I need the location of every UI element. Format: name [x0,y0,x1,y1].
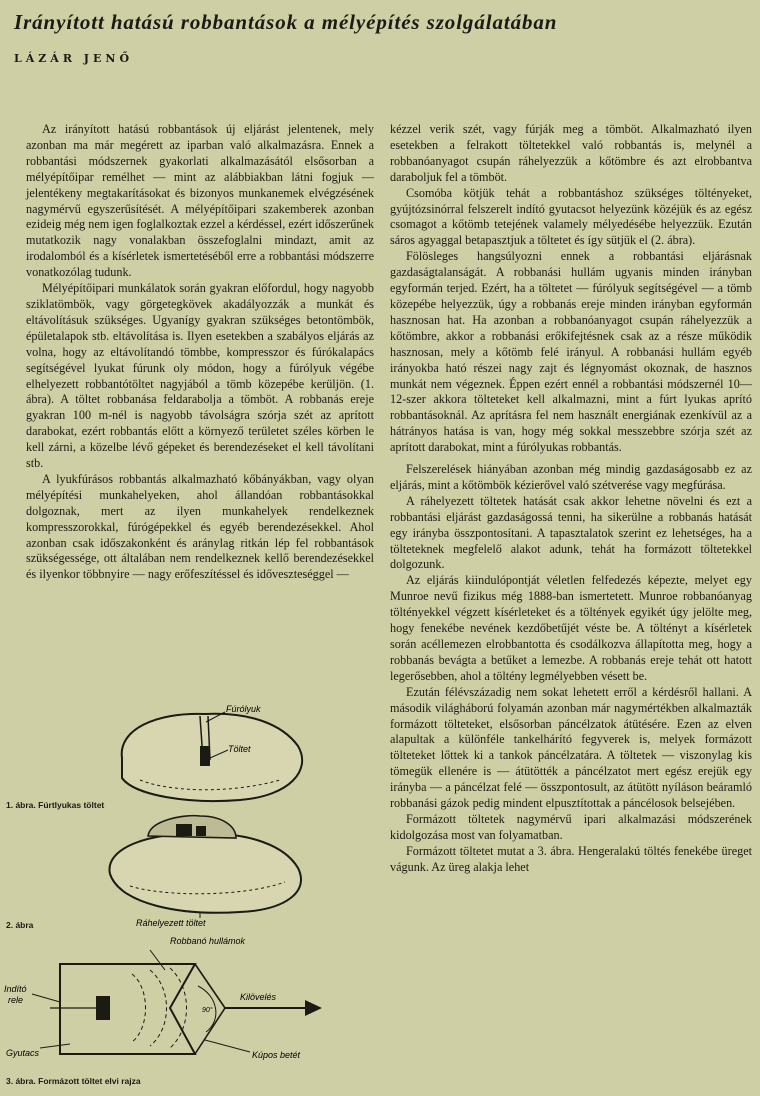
figure-3-drawing [0,936,380,1086]
figure-1-drawing [0,700,380,810]
label-gyutacs: Gyutacs [6,1048,40,1058]
left-column [26,122,374,583]
label-robbano-hullamok-text: Robbanó hullámok [170,936,246,946]
label-furolyuk: Fúrólyuk [226,704,261,714]
figure-1 [0,700,380,810]
paragraph: A ráhelyezett töltetek hatását csak akkor lehetne növelni és ezt a robbantási eljárást gazdaságossá tenni, ha sikerülne a robbanás hatását egy irányba összpontosítani. A tapasztalatok szerint ez lehetséges, ha a tölteteknek megfelelő alakot adunk, tehát ha formázott töltetekkel dolgozunk. [390,493,752,572]
author-name: LÁZÁR JENŐ [14,52,134,65]
paragraph: A lyukfúrásos robbantás alkalmazható kőbányákban, vagy olyan mélyépítési munkahelyeken, ahol állandóan robbantásokkal dolgoznak, mert az ilyen munkahelyek rendelkeznek kompresszorokkal, fúrógépekkel és egyéb berendezésekkel. Ahol azonban csak időszakonként és aránylag ritkán lép fel robbantások szükségessége, ott általában nem rendelkeznek kellő berendezésekkel és ilyenkor többnyire — nagy erőfeszítéssel és időveszteséggel — [26,471,374,582]
figure-3 [0,936,380,1086]
figure-2 [0,812,380,936]
right-column [390,122,752,876]
paragraph: Ezután félévszázadig nem sokat lehetett erről a kérdésről hallani. A második világháború folyamán azonban már nagymértékben alkalmazták formázott tölteteket, elsősorban páncélzatok átütésére. Ezen az elven alapultak a különféle tankelhárító fegyverek is, melyek formázott tölteteket lőttek ki a tankok páncélzatára. A töltetek — viszonylag kis tömegük ellenére is — átütötték a páncélzatot mert egész erejük egy irányba — a páncélzat felé — összpontosult, az átütött nyíláson beáramló robbanási gázok pedig mindent elpusztítottak a páncélosok belsejében. [390,684,752,811]
figure-2-drawing [0,812,380,936]
paragraph: kézzel verik szét, vagy fúrják meg a tömböt. Alkalmazható ilyen esetekben a felrakott töltetekkel való robbantás is, melynél a robbanóanyagot csupán ráhelyezzük a kőtömbre és azt elrobbantva daraboljuk fel a tömböt. [390,122,752,184]
paragraph: Mélyépítőipari munkálatok során gyakran előfordul, hogy nagyobb sziklatömbök, vagy görgetegkövek akadályozzák a munkát és eltávolításuk szükséges. Ugyanígy gyakran szükséges betontömbök, épületalapok stb. eltávolítása is. Ilyen esetekben a szabályos eljárás az volna, hogy az eltávolítandó tömbbe, kompresszor és fúrókalapács segítségével lyukat fúrunk oly módon, hogy a fúrólyuk végébe elhelyezett robbantótöltet nagyjából a tömb közepébe kerüljön. (1. ábra). A töltet robbanása feldarabolja a tömböt. A robbanás ereje gyakran 100 m-nél is nagyobb távolságra szórja szét az aprított darabokat, ezért robbantás előtt a környező területet széles körben le kell zárni, a közelbe lévő gépeket és berendezéseket el kell távolítani stb. [26,281,374,471]
paragraph: Az irányított hatású robbantások új eljárást jelentenek, mely azonban ma már megérett az iparban való alkalmazásra. Ennek a robbantási módszernek gyakorlati alkalmazásától elsősorban a mélyépítőipar remélhet — mint az alábbiakban látni fogjuk — jelentékeny megtakarításokat és bizonyos munkanemek elvégzésének nagymérvű egyszerűsítését. A mélyépítőipari szakemberek azonban ezideig még nem igen foglalkoztak ezzel a kérdéssel, ezért időszerűnek mutatkozik nagy vonalakban összefoglalni mindazt, amit az irodalomból és a kísérletek ismertetéséből erre a robbantási módszerre vonatkozólag tudunk. [26,122,374,280]
paragraph: Felszerelések hiányában azonban még mindig gazdaságosabb ez az eljárás, mint a kőtömbök kézierővel való szétverése vagy megfúrása. [390,462,752,492]
paragraph: Csomóba kötjük tehát a robbantáshoz szükséges töltényeket, gyújtózsinórral felszerelt indító gyutacsot helyezünk közéjük és az egész csomagot a kőtömb tetejének valamely mélyedésébe helyezzük. Ezután sáros agyaggal betapasztjuk a töltetet és így sütjük el (2. ábra). [390,185,752,248]
label-kilovelles: Kilövelés [240,992,277,1002]
paragraph: Fölösleges hangsúlyozni ennek a robbantási eljárásnak gazdaságtalanságát. A robbanási hullám ugyanis minden irányban egyformán terjed. Ezért, ha a töltetet — fúrólyuk segítségével — a tömb közepébe helyezzük, úgy a robbanás ereje minden irányban egyformán hasznosan hat. Ha azonban a robbanóanyagot csupán ráhelyezzük a kőtömbre, akkor a robbanási erőkifejtésnek csak az a része működik hasznosan, mely a kőtömb felé irányul. A robbanási hullám egyéb irányokba ható részei nagy zajt és légnyomást okoznak, de hasznos munkát nem végeznek. Éppen ezért ennél a robbantási módszernél 10—12-szer akkora tölteteket kell alkalmazni, mint a fúrt lyukas aprító robbantásoknál. Az aprításra fel nem használt energiának ezenkívül az a hátrányos hatása is van, hogy még sokkal messzebbre szórja szét az aprított darabokat, mint a fúrólyukas robbantás. [390,249,752,455]
article-title: Irányított hatású robbantások a mélyépítés szolgálatában [14,10,558,34]
label-indito: Indító [4,984,27,994]
label-angle: 90° [202,1007,213,1014]
paragraph: Az eljárás kiindulópontját véletlen felfedezés képezte, melyet egy Munroe nevű fizikus még 1888-ban ismertetett. Munroe robbanóanyag töltényekkel végzett kísérleteket és a töltények egyikét úgy jelölte meg, hogy fenekébe nevének kezdőbetűjét véste be. A töltényt a kísérletek során acéllemezen elrobbantotta és csodálkozva állapította meg, hogy a robbanás bevágta a betűket a lemezbe. A robbanás ereje tehát ott hatott legerősebben, ahol a töltény legmélyebben vésett be. [390,573,752,683]
figure-1-caption: 1. ábra. Fúrtlyukas töltet [6,800,105,810]
paragraph: Formázott töltetek nagymérvű ipari alkalmazási módszerének kidolgozása most van folyamatban. [390,811,752,842]
paragraph: Formázott töltetet mutat a 3. ábra. Hengeralakú töltés fenekébe üreget vágunk. Az üreg alakja lehet [390,843,752,874]
label-rahelyezett-toltet: Ráhelyezett töltet [136,918,206,928]
label-toltet: Töltet [228,744,251,754]
label-kupos-betet: Kúpos betét [252,1050,301,1060]
figure-2-caption: 2. ábra [6,920,34,930]
figure-3-caption: 3. ábra. Formázott töltet elvi rajza [6,1076,141,1086]
label-robbano-hullamok [170,936,246,946]
label-rele: rele [8,995,24,1005]
